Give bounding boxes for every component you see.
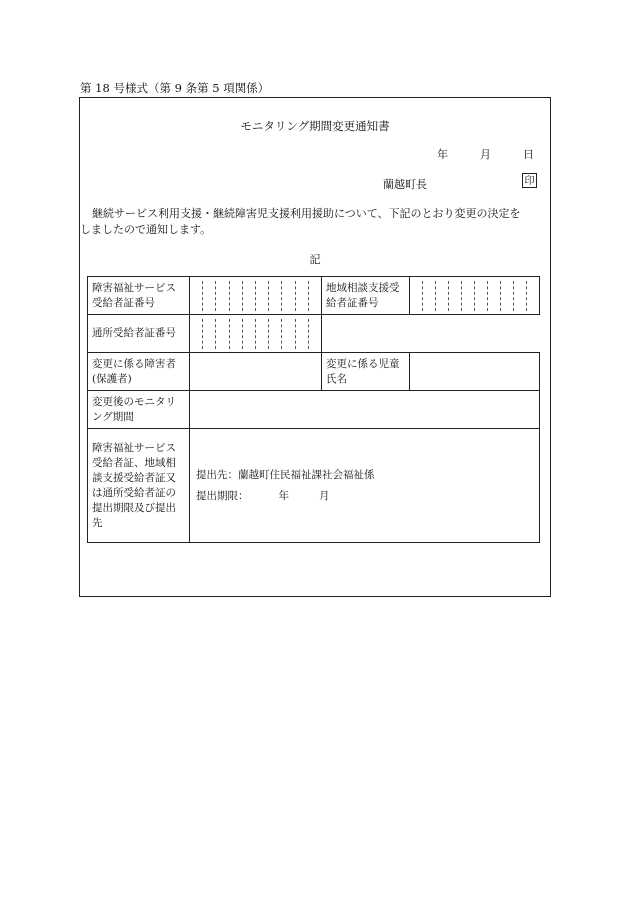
date-month: 月 xyxy=(480,148,491,161)
date-line xyxy=(437,146,534,162)
submission-label: 障害福祉サービス受給者証、地域相談支援受給者証又は通所受給者証の提出期限及び提出先 xyxy=(88,429,190,543)
notice-line-1: 継続サービス利用支援・継続障害児支援利用援助について、下記のとおり変更の決定を xyxy=(92,207,521,220)
form-number: 第 18 号様式（第 9 条第 5 項関係） xyxy=(80,81,270,95)
document-title: モニタリング期間変更通知書 xyxy=(240,119,390,133)
empty-cell xyxy=(322,315,540,353)
welfare-cert-number-field[interactable] xyxy=(190,277,322,315)
person-label: 変更に係る障害者(保護者) xyxy=(88,353,190,391)
date-day: 日 xyxy=(523,148,534,161)
seal-mark: 印 xyxy=(522,173,537,188)
deadline-month: 月 xyxy=(319,489,330,502)
notice-line-2: しましたので通知します。 xyxy=(80,223,212,236)
monitoring-period-label: 変更後のモニタリング期間 xyxy=(88,391,190,429)
monitoring-period-field[interactable] xyxy=(190,391,540,429)
form-frame xyxy=(79,97,551,597)
table-row xyxy=(88,315,540,353)
date-year: 年 xyxy=(437,148,448,161)
notice-body xyxy=(80,206,544,238)
table-row xyxy=(88,429,540,543)
submission-cell xyxy=(190,429,540,543)
info-table xyxy=(87,276,540,543)
table-row xyxy=(88,353,540,391)
welfare-cert-number-label: 障害福祉サービス受給者証番号 xyxy=(88,277,190,315)
day-service-cert-number-field[interactable] xyxy=(190,315,322,353)
submit-to: 提出先：蘭越町住民福祉課社会福祉係 xyxy=(196,468,375,481)
table-row xyxy=(88,391,540,429)
regional-cert-number-label: 地域相談支援受給者証番号 xyxy=(322,277,410,315)
ki-heading: 記 xyxy=(309,253,321,266)
deadline-label: 提出期限： xyxy=(196,489,249,502)
regional-cert-number-field[interactable] xyxy=(410,277,540,315)
child-name-field[interactable] xyxy=(410,353,540,391)
issuer-name: 蘭越町長 xyxy=(383,178,427,191)
table-row xyxy=(88,277,540,315)
day-service-cert-number-label: 通所受給者証番号 xyxy=(88,315,190,353)
submit-deadline xyxy=(196,489,535,504)
person-field[interactable] xyxy=(190,353,322,391)
deadline-year: 年 xyxy=(278,489,289,502)
child-name-label: 変更に係る児童氏名 xyxy=(322,353,410,391)
